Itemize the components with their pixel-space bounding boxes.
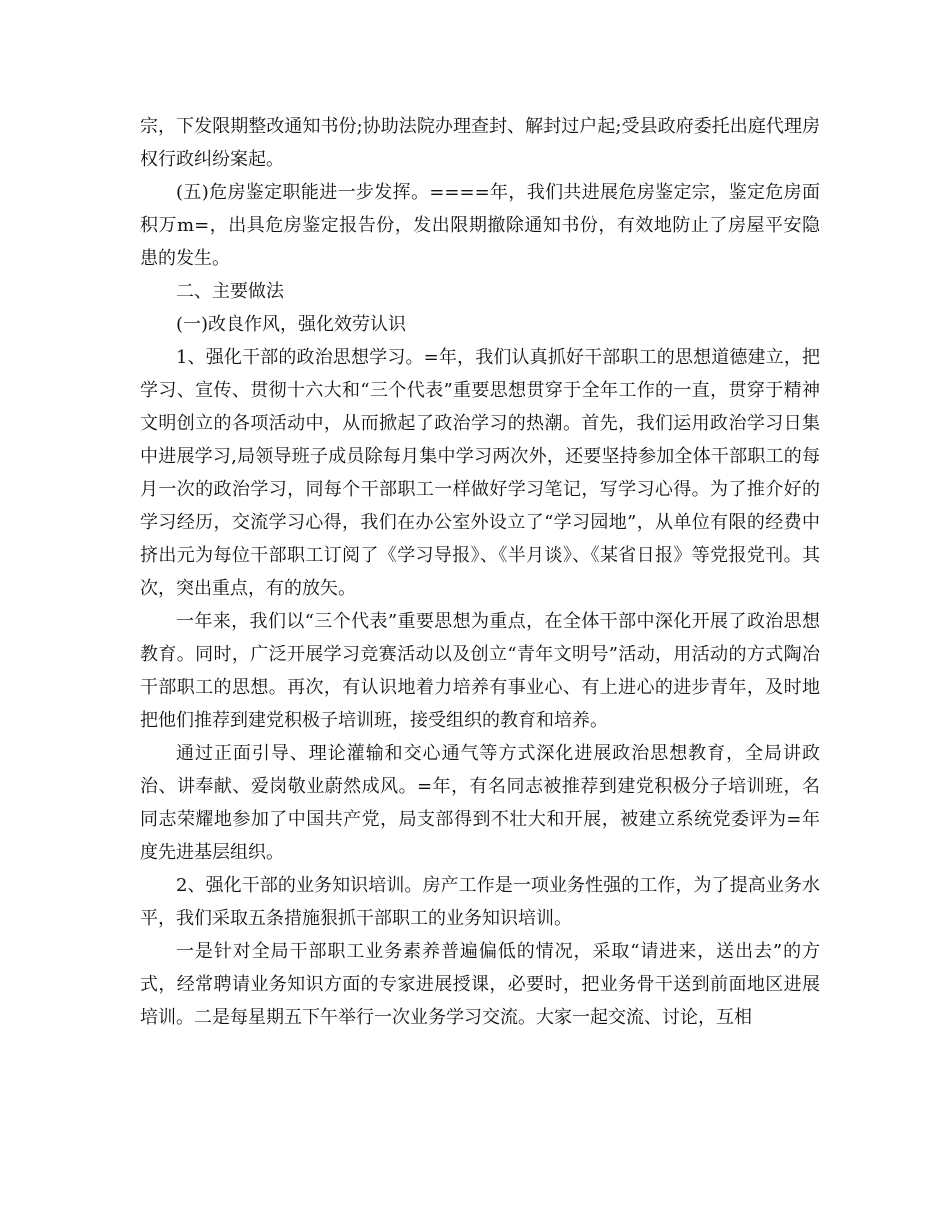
paragraph-5: 通过正面引导、理论灌输和交心通气等方式深化进展政治思想教育，全局讲政治、讲奉献、爱岗敬业蔚然成风。=年，有名同志被推荐到建党积极分子培训班，名同志荣耀地参加了中国共产党，局支部得到不壮大和开展，被建立系统党委评为=年度先进基层组织。 bbox=[140, 743, 820, 863]
section-heading-main-methods: 二、主要做法 bbox=[176, 281, 284, 302]
paragraph-3: 1、强化干部的政治思想学习。=年，我们认真抓好干部职工的思想道德建立，把学习、宣传、贯彻十六大和“三个代表”重要思想贯穿于全年工作的一直，贯穿于精神文明创立的各项活动中，从而掀起了政治学习的热潮。首先，我们运用政治学习日集中进展学习,局领导班子成员除每月集中学习两次外，还要坚持参加全体干部职工的每月一次的政治学习，同每个干部职工一样做好学习笔记，写学习心得。为了推介好的学习经历，交流学习心得，我们在办公室外设立了“学习园地”，从单位有限的经费中挤出元为每位干部职工订阅了《学习导报》、《半月谈》、《某省日报》等党报党刊。其次，突出重点，有的放矢。 bbox=[140, 347, 820, 599]
paragraph-4: 一年来，我们以“三个代表”重要思想为重点，在全体干部中深化开展了政治思想教育。同时，广泛开展学习竞赛活动以及创立“青年文明号”活动，用活动的方式陶冶干部职工的思想。再次，有认识地着力培养有事业心、有上进心的进步青年，及时地把他们推荐到建党积极子培训班，接受组织的教育和培养。 bbox=[140, 611, 820, 731]
paragraph-7: 一是针对全局干部职工业务素养普遍偏低的情况，采取“请进来，送出去”的方式，经常聘请业务知识方面的专家进展授课，必要时，把业务骨干送到前面地区进展培训。二是每星期五下午举行一次业务学习交流。大家一起交流、讨论，互相 bbox=[140, 941, 820, 1028]
subsection-heading-1: (一)改良作风，强化效劳认识 bbox=[176, 314, 407, 335]
paragraph-1: 宗，下发限期整改通知书份;协助法院办理查封、解封过户起;受县政府委托出庭代理房权行政纠纷案起。 bbox=[140, 116, 820, 170]
document-body bbox=[140, 110, 820, 1034]
paragraph-2: (五)危房鉴定职能进一步发挥。====年，我们共进展危房鉴定宗，鉴定危房面积万m=，出具危房鉴定报告份，发出限期撤除通知书份，有效地防止了房屋平安隐患的发生。 bbox=[140, 182, 820, 269]
paragraph-6: 2、强化干部的业务知识培训。房产工作是一项业务性强的工作，为了提高业务水平，我们采取五条措施狠抓干部职工的业务知识培训。 bbox=[140, 875, 820, 929]
